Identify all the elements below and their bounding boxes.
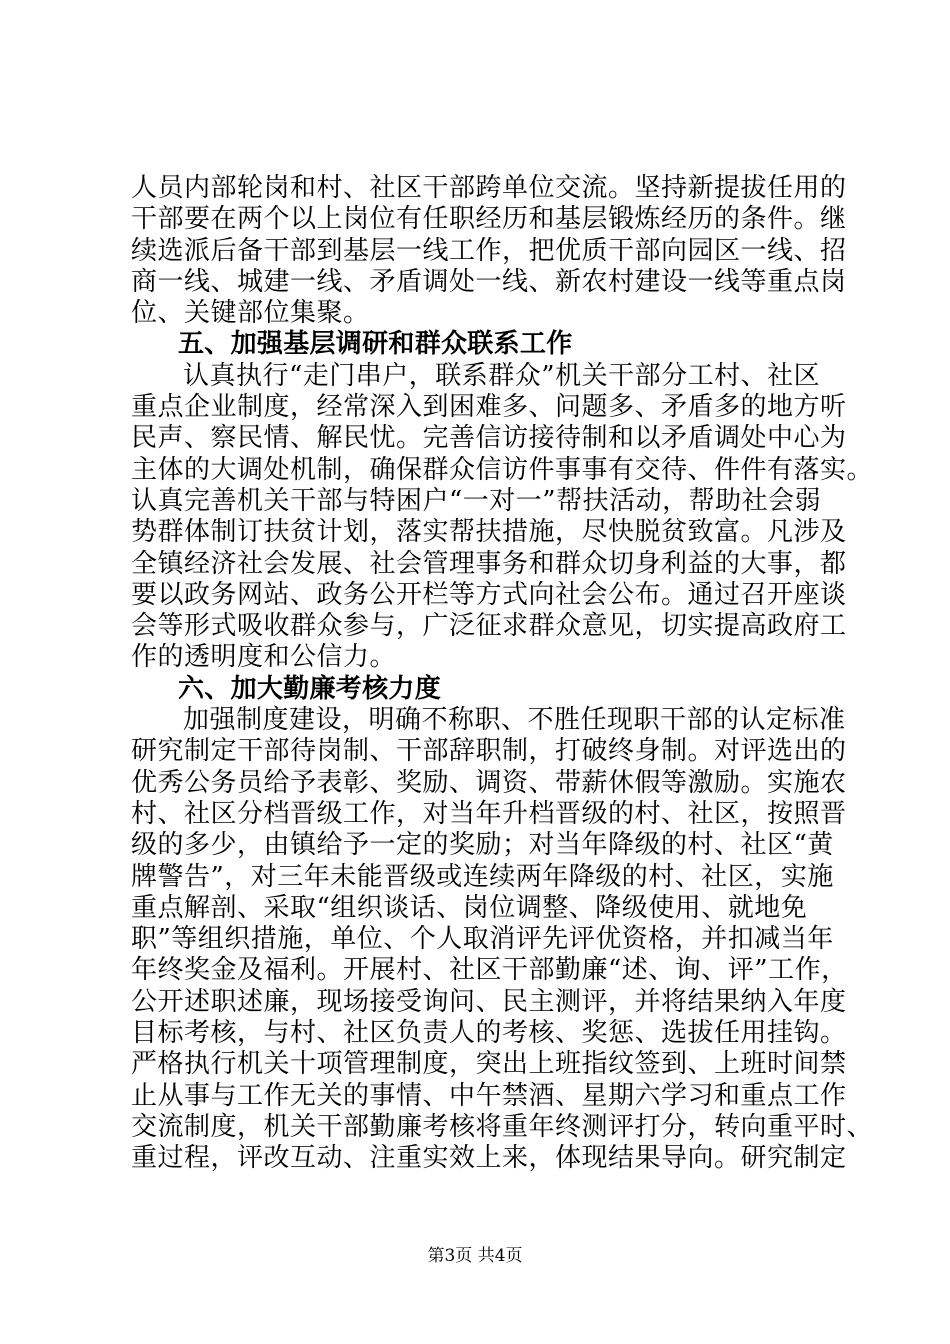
page-footer: 第3页 共4页 [427, 1246, 523, 1266]
paragraph-line: 要以政务网站、政务公开栏等方式向社会公布。通过召开座谈 [131, 579, 847, 610]
paragraph-line: 商一线、城建一线、矛盾调处一线、新农村建设一线等重点岗 [131, 266, 847, 297]
paragraph-line: 村、社区分档晋级工作，对当年升档晋级的村、社区，按照晋 [131, 798, 847, 829]
paragraph-line: 研究制定干部待岗制、干部辞职制，打破终身制。对评选出的 [131, 736, 847, 767]
paragraph-line: 交流制度，机关干部勤廉考核将重年终测评打分，转向重平时、 [131, 1111, 874, 1142]
document-body [131, 173, 874, 1175]
paragraph-line: 重点企业制度，经常深入到困难多、问题多、矛盾多的地方听 [131, 392, 847, 423]
paragraph-line: 认真完善机关干部与特困户“一对一”帮扶活动，帮助社会弱 [131, 485, 822, 516]
paragraph-line: 职”等组织措施，单位、个人取消评先评优资格，并扣减当年 [131, 924, 834, 955]
paragraph-line: 位、关键部位集聚。 [131, 298, 370, 329]
section-heading: 五、加强基层调研和群众联系工作 [178, 329, 573, 360]
paragraph-line: 势群体制订扶贫计划，落实帮扶措施，尽快脱贫致富。凡涉及 [131, 517, 847, 548]
paragraph-line: 主体的大调处机制，确保群众信访件事事有交待、件件有落实。 [131, 454, 874, 485]
paragraph-line: 民声、察民情、解民忧。完善信访接待制和以矛盾调处中心为 [131, 423, 847, 454]
section-heading: 六、加大勤廉考核力度 [178, 673, 442, 704]
paragraph-line: 全镇经济社会发展、社会管理事务和群众切身利益的大事，都 [131, 548, 847, 579]
paragraph-line: 年终奖金及福利。开展村、社区干部勤廉“述、询、评”工作， [131, 955, 848, 986]
paragraph-line: 重点解剖、采取“组织谈话、岗位调整、降级使用、就地免 [131, 892, 808, 923]
paragraph-line: 止从事与工作无关的事情、中午禁酒、星期六学习和重点工作 [131, 1080, 847, 1111]
paragraph-line: 认真执行“走门串户，联系群众”机关干部分工村、社区 [183, 360, 821, 391]
paragraph-line: 干部要在两个以上岗位有任职经历和基层锻炼经历的条件。继 [131, 204, 847, 235]
paragraph-line: 级的多少，由镇给予一定的奖励；对当年降级的村、社区“黄 [131, 830, 834, 861]
paragraph-line: 目标考核，与村、社区负责人的考核、奖惩、选拔任用挂钩。 [131, 1018, 847, 1049]
paragraph-line: 人员内部轮岗和村、社区干部跨单位交流。坚持新提拔任用的 [131, 173, 847, 203]
paragraph-line: 重过程，评改互动、注重实效上来，体现结果导向。研究制定 [131, 1143, 847, 1174]
paragraph-line: 牌警告”，对三年未能晋级或连续两年降级的村、社区，实施 [131, 861, 834, 892]
paragraph-line: 优秀公务员给予表彰、奖励、调资、带薪休假等激励。实施农 [131, 767, 847, 798]
paragraph-line: 加强制度建设，明确不称职、不胜任现职干部的认定标准 [183, 705, 846, 736]
paragraph-line: 严格执行机关十项管理制度，突出上班指纹签到、上班时间禁 [131, 1049, 847, 1080]
paragraph-line: 公开述职述廉，现场接受询问、民主测评，并将结果纳入年度 [131, 986, 847, 1017]
paragraph-line: 会等形式吸收群众参与，广泛征求群众意见，切实提高政府工 [131, 611, 847, 642]
paragraph-line: 作的透明度和公信力。 [131, 642, 397, 673]
paragraph-line: 续选派后备干部到基层一线工作，把优质干部向园区一线、招 [131, 235, 847, 266]
